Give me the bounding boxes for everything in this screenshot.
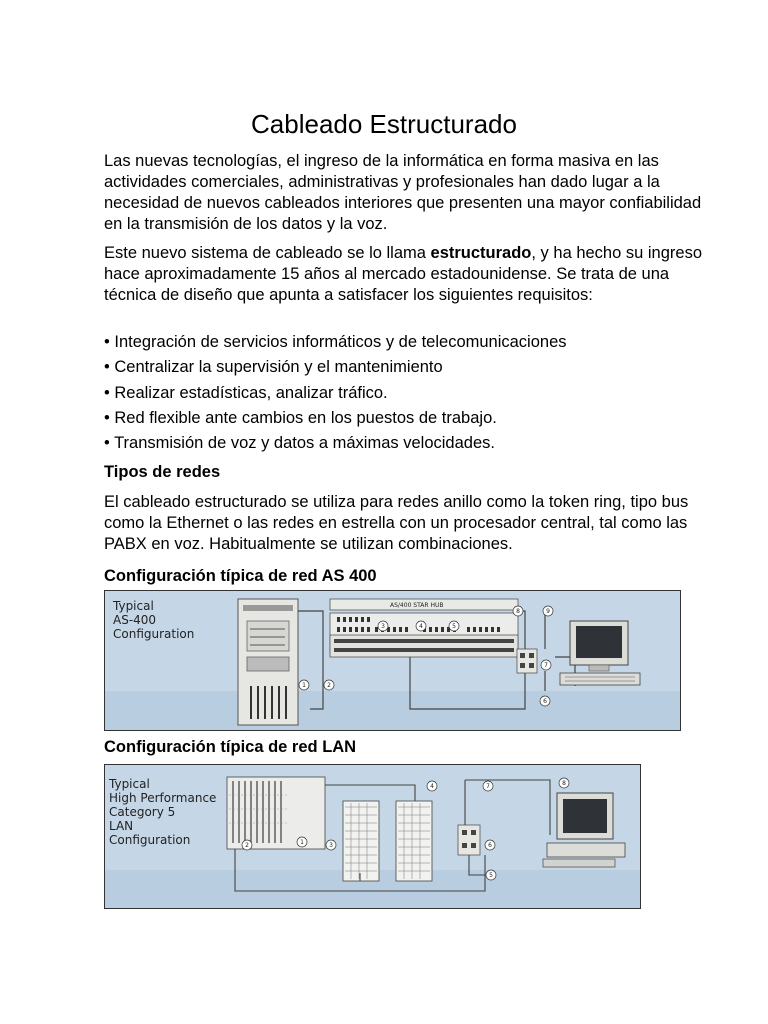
as400-configuration-figure xyxy=(104,590,681,731)
lan-configuration-figure xyxy=(104,764,641,909)
hub-label: AS/400 STAR HUB xyxy=(390,602,444,609)
callout-number: 8 xyxy=(562,780,566,787)
network-types-paragraph: El cableado estructurado se utiliza para redes anillo como la token ring, tipo bus como la Ethernet o las redes en estrella con un procesador central, tal como las PABX en voz. Habitualmente se utilizan combinaciones. xyxy=(104,493,689,553)
page-title: Cableado Estructurado xyxy=(251,109,517,139)
figure-label-line: Typical xyxy=(109,777,150,791)
callout-number: 8 xyxy=(516,608,520,615)
as400-tower-icon xyxy=(238,599,298,725)
section-heading-tipos: Tipos de redes xyxy=(104,463,221,481)
list-item: • Realizar estadísticas, analizar tráfico. xyxy=(104,383,388,402)
hub-icon xyxy=(227,777,325,849)
callout-number: 2 xyxy=(245,842,249,849)
list-item: • Integración de servicios informáticos y de telecomunicaciones xyxy=(104,333,567,351)
figure-label-line: Typical xyxy=(113,599,154,613)
figure-label-line: High Performance xyxy=(109,791,217,805)
patch-panel-icon xyxy=(396,801,432,881)
structured-paragraph-start: Este nuevo sistema de cableado se lo llama xyxy=(104,244,431,262)
as400-diagram xyxy=(105,591,680,730)
callout-number: 5 xyxy=(452,623,456,630)
wall-outlet-icon xyxy=(458,825,480,855)
figure-label-line: Configuration xyxy=(113,627,195,641)
wall-outlet-icon xyxy=(517,649,537,673)
figure-label-line: LAN xyxy=(109,819,134,833)
list-item: • Transmisión de voz y datos a máximas velocidades. xyxy=(104,434,495,453)
callout-number: 6 xyxy=(543,698,547,705)
callout-number: 7 xyxy=(544,662,548,669)
structured-term: estructurado xyxy=(430,244,532,262)
section-heading-as400: Configuración típica de red AS 400 xyxy=(104,567,377,585)
workstation-icon xyxy=(560,621,640,685)
callout-number: 3 xyxy=(381,623,385,630)
structured-paragraph-end: , y ha hecho su ingreso hace aproximadamente 15 años al mercado estadounidense. Se trata de una técnica de diseño que apunta a satisfacer los siguientes requisitos: xyxy=(104,244,702,304)
callout-number: 3 xyxy=(329,842,333,849)
intro-paragraph: Las nuevas tecnologías, el ingreso de la informática en forma masiva en las actividades comerciales, administrativas y profesionales han dado lugar a la necesidad de nuevos cableados interiores que presenten una mayor confiabilidad en la transmisión de los datos y la voz. xyxy=(104,152,702,233)
callout-number: 4 xyxy=(430,783,434,790)
figure-label-line: AS-400 xyxy=(113,613,157,627)
list-item: • Red flexible ante cambios en los puestos de trabajo. xyxy=(104,408,497,427)
callout-number: 5 xyxy=(489,872,493,879)
figure-label-line: Category 5 xyxy=(109,805,176,819)
requirements-list xyxy=(104,330,567,456)
lan-diagram xyxy=(105,765,640,908)
figure-label-line: Configuration xyxy=(109,833,191,847)
callout-number: 2 xyxy=(327,682,331,689)
list-item: • Centralizar la supervisión y el mantenimiento xyxy=(104,358,443,377)
patch-panel-icon xyxy=(343,801,379,881)
callout-number: 9 xyxy=(546,608,550,615)
callout-number: 1 xyxy=(300,839,304,846)
figure-floor xyxy=(105,691,680,730)
section-heading-lan: Configuración típica de red LAN xyxy=(104,738,357,756)
structured-paragraph xyxy=(104,243,724,306)
callout-number: 4 xyxy=(419,623,423,630)
callout-number: 6 xyxy=(488,842,492,849)
callout-number: 1 xyxy=(302,682,306,689)
callout-number: 7 xyxy=(486,783,490,790)
